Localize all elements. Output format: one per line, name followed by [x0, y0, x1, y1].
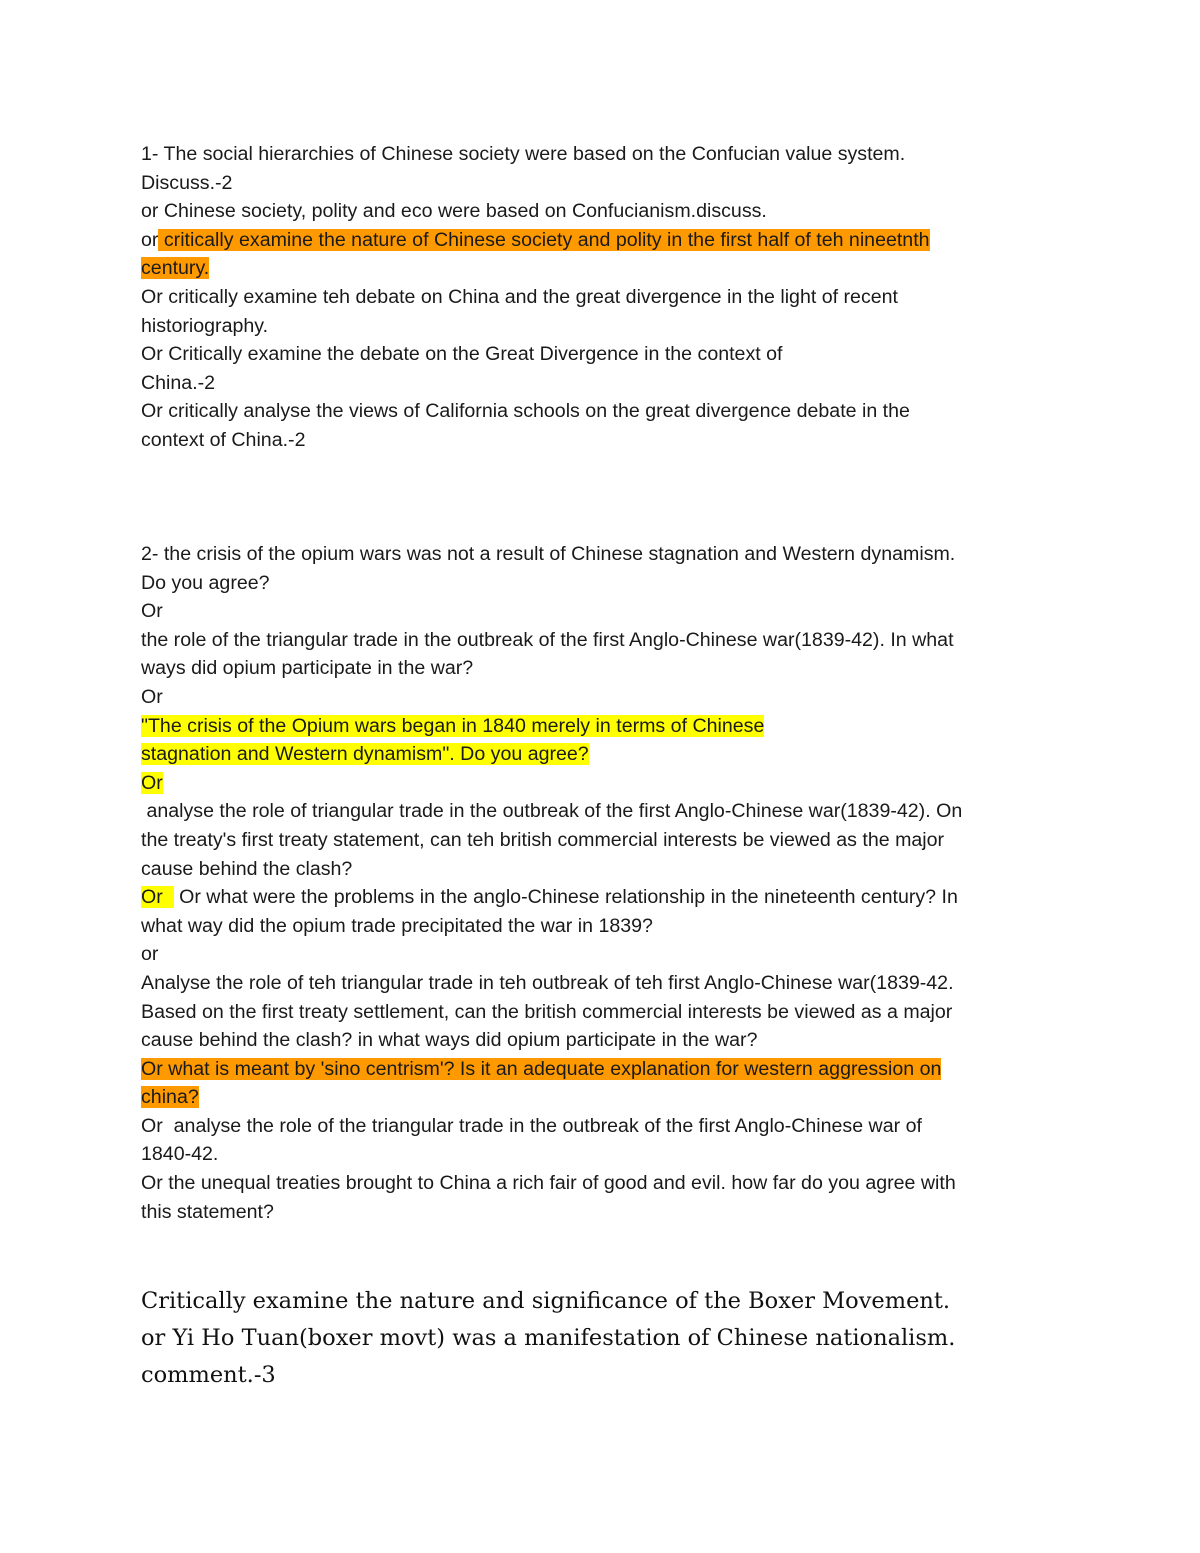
q2-line: analyse the role of triangular trade in the outbreak of the first Anglo-Chinese war(1839-42). On	[141, 800, 963, 823]
q2-line: Based on the first treaty settlement, can the british commercial interests be viewed as a major	[141, 1000, 953, 1023]
q2-line: or	[141, 943, 159, 966]
q2-line	[141, 712, 1061, 741]
orange-highlight: critically examine the nature of Chinese society and polity in the first half of teh nineetnth	[158, 228, 930, 251]
q2-line: cause behind the clash?	[141, 857, 353, 880]
q2-line: 1840-42.	[141, 1143, 219, 1166]
q2-line: Or analyse the role of the triangular trade in the outbreak of the first Anglo-Chinese war of	[141, 1114, 922, 1137]
q2-line	[141, 740, 1061, 769]
q2-line: Or	[141, 685, 163, 708]
q1-line: Or critically examine teh debate on China and the great divergence in the light of recent	[141, 285, 898, 308]
q2-line	[141, 769, 1061, 798]
q1-line: Discuss.-2	[141, 171, 233, 194]
q1-text: or	[141, 228, 159, 251]
q3-line: Critically examine the nature and significance of the Boxer Movement.	[141, 1288, 951, 1314]
q1-line: context of China.-2	[141, 428, 306, 451]
q2-text: Or what were the problems in the anglo-Chinese relationship in the nineteenth century? In	[173, 886, 958, 909]
yellow-highlight: Or	[141, 886, 174, 909]
yellow-highlight: stagnation and Western dynamism". Do you agree?	[141, 743, 589, 766]
q2-line: ways did opium participate in the war?	[141, 657, 474, 680]
question-2-block	[141, 540, 1061, 1226]
q1-line: China.-2	[141, 371, 216, 394]
q1-line: or Chinese society, polity and eco were based on Confucianism.discuss.	[141, 200, 767, 223]
q3-line: comment.-3	[141, 1362, 276, 1388]
q1-line	[141, 254, 1061, 283]
q2-line: Or	[141, 600, 163, 623]
q2-line: the role of the triangular trade in the outbreak of the first Anglo-Chinese war(1839-42). In what	[141, 628, 954, 651]
question-3-block	[141, 1283, 1061, 1394]
q1-line: Or Critically examine the debate on the Great Divergence in the context of	[141, 343, 783, 366]
q1-line: Or critically analyse the views of California schools on the great divergence debate in the	[141, 400, 910, 423]
q2-line	[141, 883, 1061, 912]
q3-line: or Yi Ho Tuan(boxer movt) was a manifestation of Chinese nationalism.	[141, 1325, 956, 1351]
yellow-highlight: Or	[141, 771, 163, 794]
q2-line: Do you agree?	[141, 571, 270, 594]
q2-line: Analyse the role of teh triangular trade in teh outbreak of teh first Anglo-Chinese war(1839-42.	[141, 971, 954, 994]
q2-line: 2- the crisis of the opium wars was not a result of Chinese stagnation and Western dynamism.	[141, 543, 956, 565]
q1-line: historiography.	[141, 314, 269, 337]
question-1-block	[141, 140, 1061, 455]
q2-line	[141, 1083, 1061, 1112]
q2-line: cause behind the clash? in what ways did opium participate in the war?	[141, 1029, 758, 1052]
orange-highlight: Or what is meant by 'sino centrism'? Is it an adequate explanation for western aggression on	[141, 1057, 942, 1080]
q2-line: the treaty's first treaty statement, can teh british commercial interests be viewed as the major	[141, 828, 945, 851]
q2-line: this statement?	[141, 1200, 274, 1223]
yellow-highlight: "The crisis of the Opium wars began in 1840 merely in terms of Chinese	[141, 714, 765, 737]
q2-line: what way did the opium trade precipitated the war in 1839?	[141, 914, 653, 937]
orange-highlight: china?	[141, 1086, 199, 1109]
q1-line: 1- The social hierarchies of Chinese society were based on the Confucian value system.	[141, 143, 906, 165]
orange-highlight: century.	[141, 257, 210, 280]
q1-line	[141, 226, 1061, 255]
q2-line: Or the unequal treaties brought to China a rich fair of good and evil. how far do you agree with	[141, 1172, 956, 1195]
q2-line	[141, 1055, 1061, 1084]
